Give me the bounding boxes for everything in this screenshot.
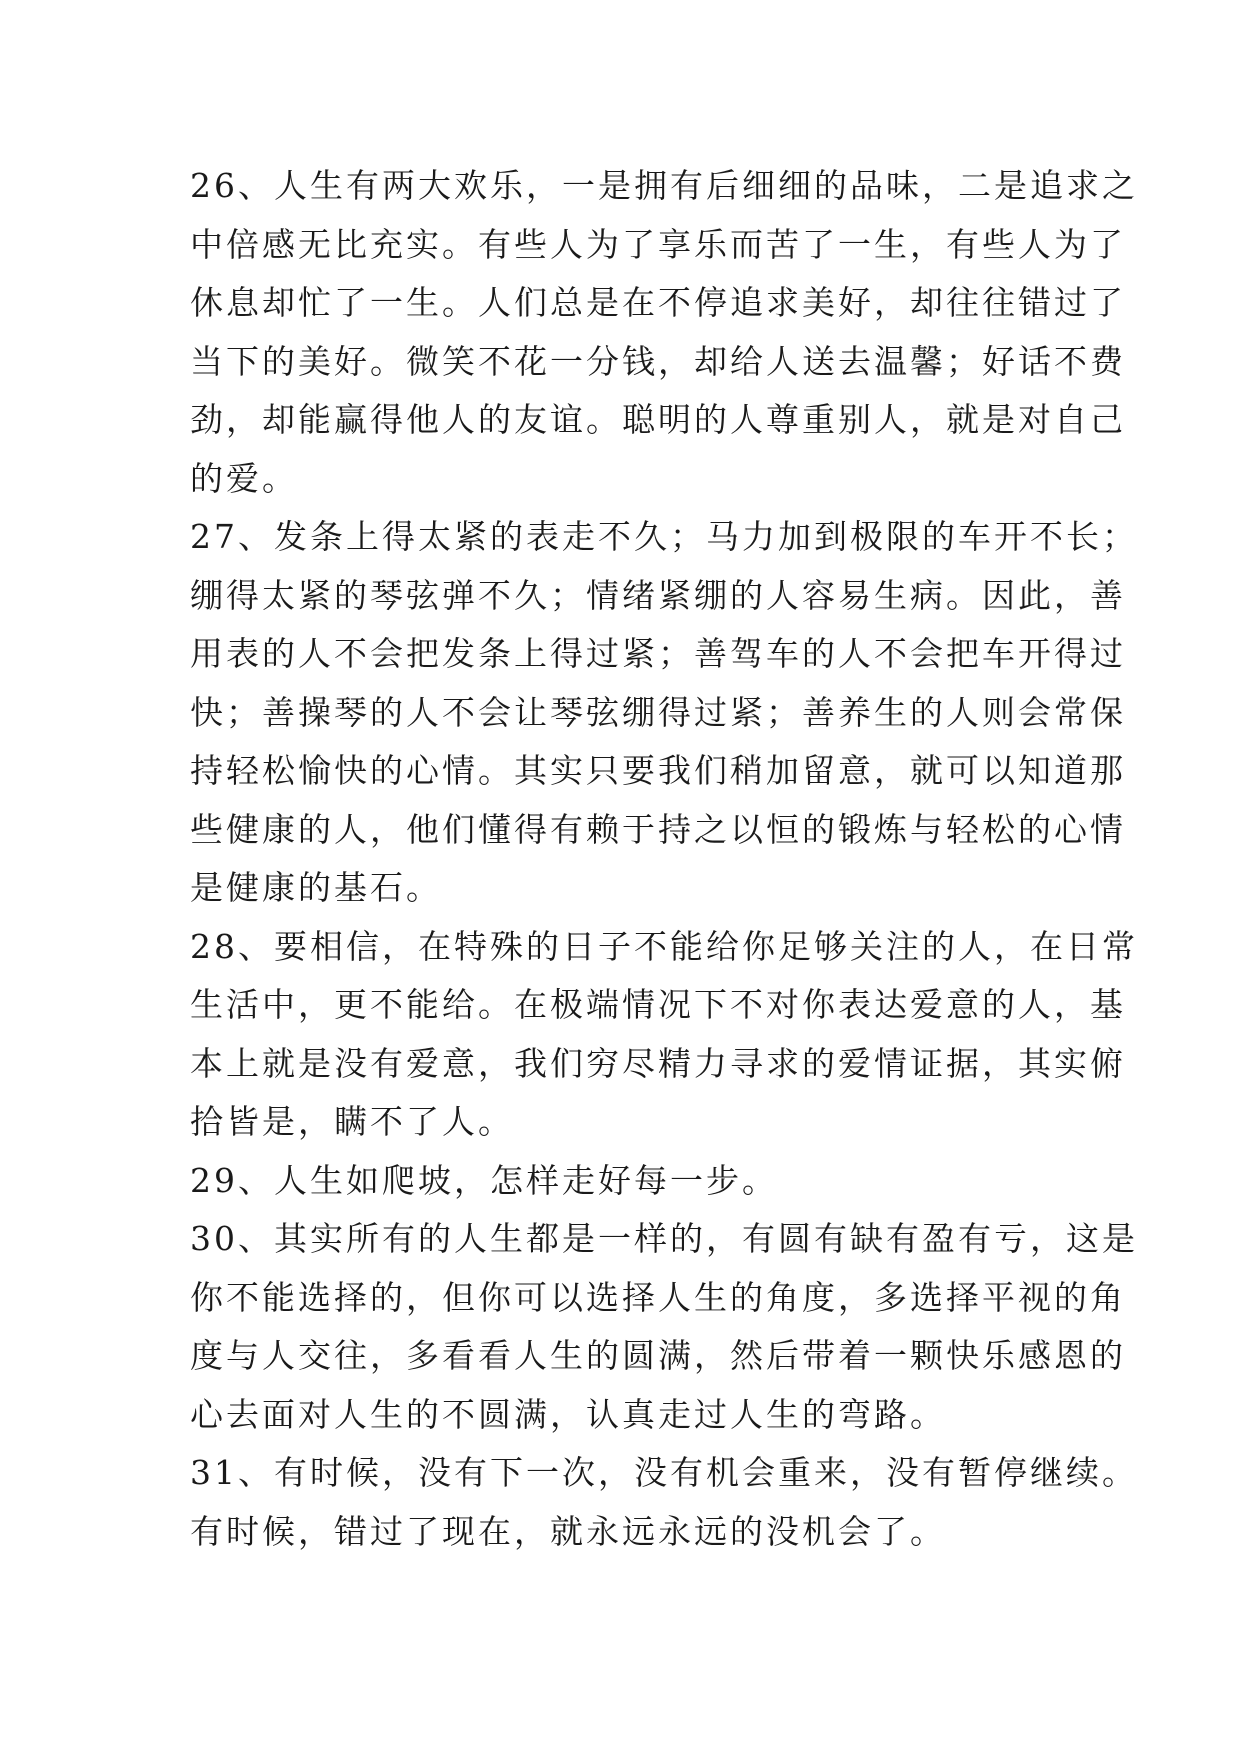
text-line: 快；善操琴的人不会让琴弦绷得过紧；善养生的人则会常保 [190,692,1126,732]
text-line: 心去面对人生的不圆满，认真走过人生的弯路。 [190,1394,946,1434]
text-line: 29、人生如爬坡，怎样走好每一步。 [190,1160,778,1200]
paragraph-27 [190,508,1138,918]
paragraph-31 [190,1444,1138,1561]
text-line: 生活中，更不能给。在极端情况下不对你表达爱意的人，基 [190,985,1126,1024]
paragraph-26 [190,157,1138,508]
text-line: 28、要相信，在特殊的日子不能给你足够关注的人，在日常 [190,926,1138,966]
text-line: 中倍感无比充实。有些人为了享乐而苦了一生，有些人为了 [190,224,1126,264]
text-line: 是健康的基石。 [190,868,442,907]
text-line: 你不能选择的，但你可以选择人生的角度，多选择平视的角 [190,1277,1126,1317]
text-line: 本上就是没有爱意，我们穷尽精力寻求的爱情证据，其实俯 [190,1043,1126,1083]
document-body [190,157,1138,1561]
text-line: 有时候，错过了现在，就永远永远的没机会了。 [190,1511,946,1551]
text-line: 些健康的人，他们懂得有赖于持之以恒的锻炼与轻松的心情 [190,809,1126,849]
text-line: 26、人生有两大欢乐，一是拥有后细细的品味，二是追求之 [190,166,1138,205]
text-line: 休息却忙了一生。人们总是在不停追求美好，却往往错过了 [190,283,1126,322]
text-line: 度与人交往，多看看人生的圆满，然后带着一颗快乐感恩的 [190,1336,1126,1375]
text-line: 用表的人不会把发条上得过紧；善驾车的人不会把车开得过 [190,634,1126,673]
text-line: 持轻松愉快的心情。其实只要我们稍加留意，就可以知道那 [190,751,1126,790]
text-line: 的爱。 [190,458,298,498]
text-line: 绷得太紧的琴弦弹不久；情绪紧绷的人容易生病。因此，善 [190,575,1126,615]
text-line: 当下的美好。微笑不花一分钱，却给人送去温馨；好话不费 [190,341,1126,381]
text-line: 拾皆是，瞒不了人。 [190,1102,514,1141]
text-line: 30、其实所有的人生都是一样的，有圆有缺有盈有亏，这是 [190,1219,1138,1258]
text-line: 31、有时候，没有下一次，没有机会重来，没有暂停继续。 [190,1453,1138,1492]
text-line: 27、发条上得太紧的表走不久；马力加到极限的车开不长； [190,517,1138,556]
text-line: 劲，却能赢得他人的友谊。聪明的人尊重别人，就是对自己 [190,400,1126,439]
paragraph-28 [190,918,1138,1152]
paragraph-30 [190,1210,1138,1444]
paragraph-29 [190,1152,1070,1211]
